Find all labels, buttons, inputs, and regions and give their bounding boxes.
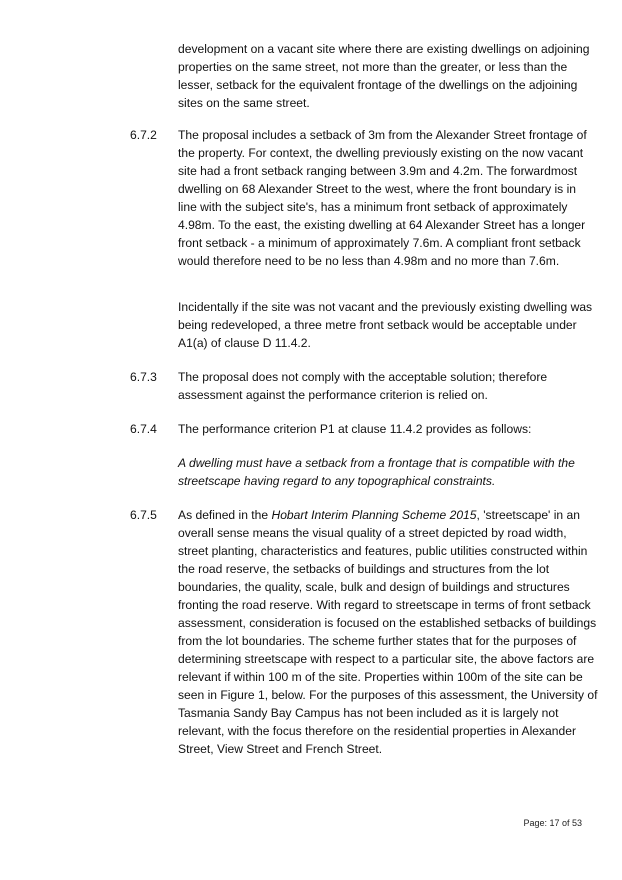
- quote-text: A dwelling must have a setback from a frontage that is compatible with the streetscape having regard to any topographical constraints.: [178, 456, 575, 488]
- section-paragraph: The proposal does not comply with the acceptable solution; therefore assessment against the performance criterion is relied on.: [178, 370, 548, 402]
- section-body: [178, 506, 598, 758]
- section-body: [178, 420, 598, 438]
- section-paragraph: Incidentally if the site was not vacant and the previously existing dwelling was being redeveloped, a three metre front setback would be acceptable under A1(a) of clause D 11.4.2.: [178, 300, 593, 350]
- section-number: 6.7.3: [130, 370, 157, 384]
- section-number: 6.7.2: [130, 128, 157, 142]
- section-body: [178, 126, 598, 270]
- lead-in-text: As defined in the: [178, 508, 272, 522]
- paragraph-rest: , 'streetscape' in an overall sense means the visual quality of a street depicted by road width, street planting, characteristics and features, public utilities constructed within the road reserve, the setbacks of buildings and structures from the lot boundaries, the quality, scale, bulk and design of buildings and structures fronting the road reserve. With regard to streetscape in terms of front setback assessment, consideration is focused on the established setbacks of buildings from the lot boundaries. The scheme further states that for the purposes of determining streetscape with respect to a particular site, the above factors are relevant if within 100 m of the site. Properties within 100m of the site can be seen in Figure 1, below. For the purposes of this assessment, the University of Tasmania Sandy Bay Campus has not been included as it is largely not relevant, with the focus therefore on the residential properties in Alexander Street, View Street and French Street.: [178, 508, 598, 756]
- section-number: 6.7.5: [130, 508, 157, 522]
- section-body: [178, 368, 598, 404]
- section-paragraph: [178, 506, 598, 758]
- section-paragraph: The performance criterion P1 at clause 11.4.2 provides as follows:: [178, 422, 532, 436]
- scheme-name: Hobart Interim Planning Scheme 2015: [271, 508, 477, 522]
- quoted-criterion: [178, 454, 598, 490]
- intro-paragraph: [178, 40, 598, 112]
- page-number: Page: 17 of 53: [523, 818, 582, 828]
- section-number: 6.7.4: [130, 422, 157, 436]
- section-paragraph: The proposal includes a setback of 3m from the Alexander Street frontage of the property. For context, the dwelling previously existing on the now vacant site had a front setback ranging between 3.9m and 4.2m. The forwardmost dwelling on 68 Alexander Street to the west, where the front boundary is in line with the subject site's, has a minimum front setback of approximately 4.98m. To the east, the existing dwelling at 64 Alexander Street has a longer front setback - a minimum of approximately 7.6m. A compliant front setback would therefore need to be no less than 4.98m and no more than 7.6m.: [178, 128, 587, 268]
- intro-text: development on a vacant site where there are existing dwellings on adjoining properties on the same street, not more than the greater, or less than the lesser, setback for the equivalent frontage of the dwellings on the adjoining sites on the same street.: [178, 42, 590, 110]
- section-body: [178, 298, 598, 352]
